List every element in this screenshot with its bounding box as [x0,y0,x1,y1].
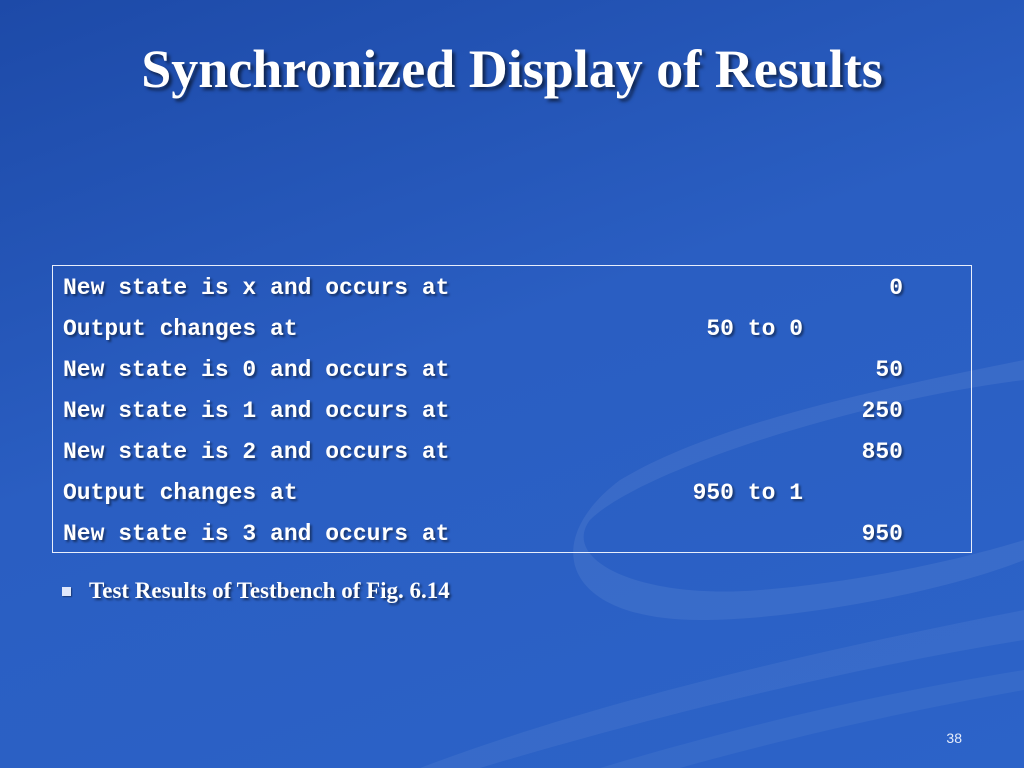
output-line-label: New state is 3 and occurs at [63,521,450,547]
output-line-value: 0 [889,275,903,301]
output-line [63,309,903,350]
output-line-value: 250 [861,398,903,424]
output-line-value: 950 to 1 [692,480,803,506]
output-line-value: 50 [875,357,903,383]
output-line-value: 50 to 0 [706,316,803,342]
output-line-label: Output changes at [63,316,298,342]
output-line [63,350,903,391]
output-line-value: 950 [861,521,903,547]
output-line [63,268,903,309]
output-line [63,432,903,473]
output-line [63,391,903,432]
simulation-output-box [52,265,972,553]
output-line-label: New state is 1 and occurs at [63,398,450,424]
square-bullet-icon [62,587,71,596]
output-line [63,473,903,514]
bullet-item [62,578,450,604]
output-line-label: New state is 0 and occurs at [63,357,450,383]
output-line-value: 850 [861,439,903,465]
output-line-label: Output changes at [63,480,298,506]
page-number: 38 [946,730,962,746]
bullet-text: Test Results of Testbench of Fig. 6.14 [89,578,450,603]
output-line-label: New state is x and occurs at [63,275,450,301]
output-line [63,514,903,555]
slide-title: Synchronized Display of Results [141,39,883,99]
output-line-label: New state is 2 and occurs at [63,439,450,465]
